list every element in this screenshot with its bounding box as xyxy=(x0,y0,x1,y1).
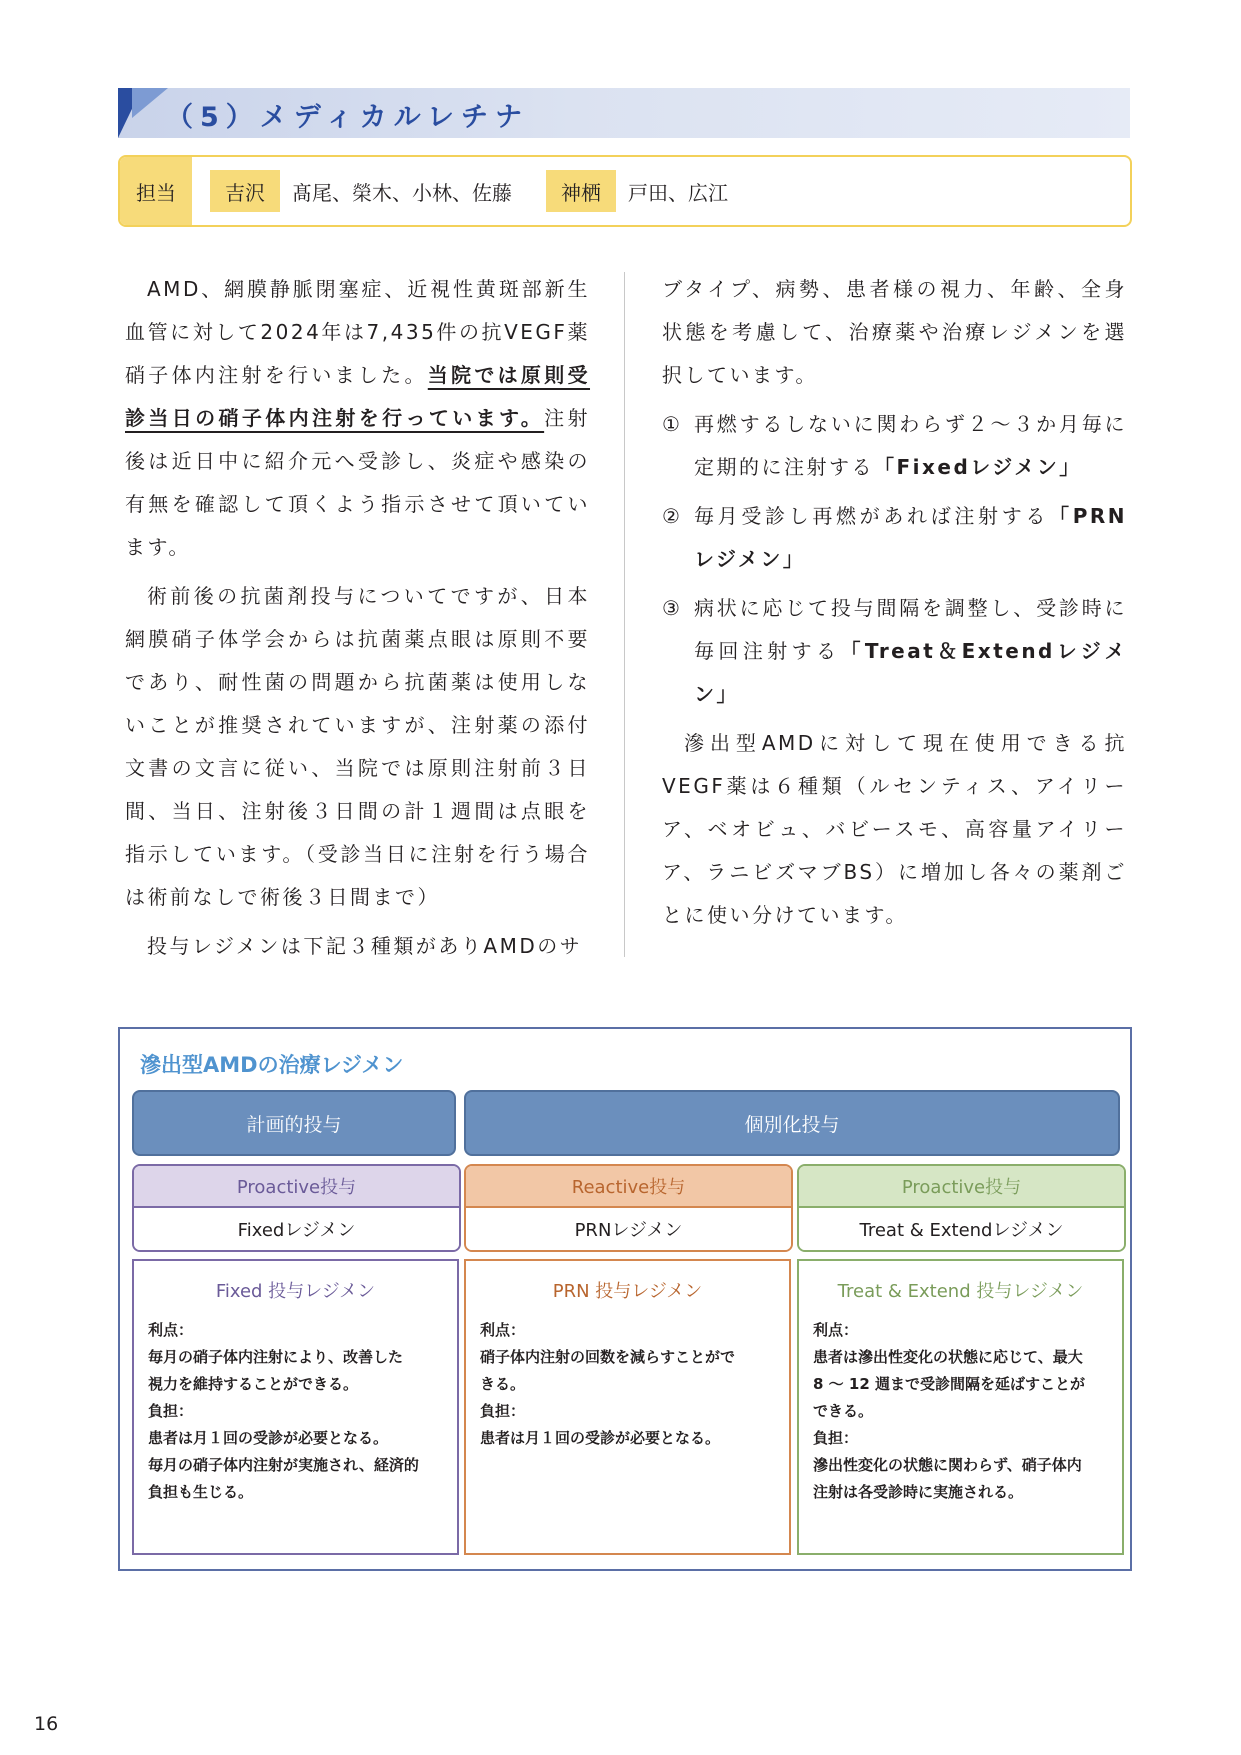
paragraph-1-emphasis: 当院では原則受診当日の硝子体内注射を行っています。 xyxy=(125,363,591,430)
list-number: ② xyxy=(662,504,683,528)
list-item-emphasis: 「Fixedレジメン」 xyxy=(874,455,1082,479)
detail-body xyxy=(813,1317,1108,1506)
category-individual-box: 個別化投与 xyxy=(464,1090,1120,1156)
detail-line: 利点： xyxy=(480,1321,526,1339)
detail-box-fixed xyxy=(132,1259,459,1555)
detail-line: 硝子体内注射の回数を減らすことがで xyxy=(480,1348,736,1366)
detail-line: きる。 xyxy=(480,1375,526,1393)
body-column-left xyxy=(125,268,590,974)
detail-line: 患者は月１回の受診が必要となる。 xyxy=(148,1429,389,1447)
staff-lead-tag-1: 吉沢 xyxy=(210,170,280,212)
page-number: 16 xyxy=(34,1713,59,1735)
detail-line: 負担： xyxy=(480,1402,526,1420)
detail-line: 患者は月１回の受診が必要となる。 xyxy=(480,1429,721,1447)
detail-line: 負担も生じる。 xyxy=(148,1483,254,1501)
detail-body xyxy=(480,1317,775,1452)
detail-line: 注射は各受診時に実施される。 xyxy=(813,1483,1024,1501)
detail-box-prn xyxy=(464,1259,791,1555)
category-planned-box: 計画的投与 xyxy=(132,1090,456,1156)
detail-line: 利点： xyxy=(813,1321,859,1339)
type-box-tae xyxy=(797,1164,1126,1252)
detail-title: Fixed 投与レジメン xyxy=(215,1281,376,1302)
detail-title: PRN 投与レジメン xyxy=(552,1281,703,1302)
paragraph-3: 投与レジメンは下記３種類がありAMDのサ xyxy=(147,934,583,958)
detail-line: できる。 xyxy=(813,1402,874,1420)
staff-members-1: 髙尾、榮木、小林、佐藤 xyxy=(292,181,512,205)
type-label-top: Proactive投与 xyxy=(799,1166,1124,1206)
paragraph-1 xyxy=(125,268,590,569)
paragraph-5: 滲出型AMDに対して現在使用できる抗VEGF薬は６種類（ルセンティス、アイリーア、ベオビュ、バビースモ、高容量アイリーア、ラニビズマブBS）に増加し各々の薬剤ごとに使い分けています。 xyxy=(662,731,1127,927)
detail-line: 毎月の硝子体内注射が実施され、経済的 xyxy=(148,1456,419,1474)
header-accent-shape-light xyxy=(132,88,168,118)
regimen-list-item xyxy=(662,587,1127,716)
body-column-right xyxy=(662,268,1127,943)
regimen-diagram xyxy=(118,1027,1132,1571)
column-divider xyxy=(624,272,625,957)
type-label-top: Reactive投与 xyxy=(466,1166,791,1206)
detail-line: 負担： xyxy=(813,1429,859,1447)
paragraph-2: 術前後の抗菌剤投与についてですが、日本網膜硝子体学会からは抗菌薬点眼は原則不要であり、耐性菌の問題から抗菌薬は使用しないことが推奨されていますが、注射薬の添付文書の文言に従い、当院では原則注射前３日間、当日、注射後３日間の計１週間は点眼を指示しています。（受診当日に注射を行う場合は術前なしで術後３日間まで） xyxy=(125,584,590,909)
type-label-bottom: Treat & Extendレジメン xyxy=(799,1206,1124,1250)
regimen-list-item xyxy=(662,403,1127,489)
detail-body xyxy=(148,1317,443,1506)
detail-line: 患者は滲出性変化の状態に応じて、最大 xyxy=(813,1348,1083,1366)
section-title: （5）メディカルレチナ xyxy=(166,102,529,133)
paragraph-1-text-b: 注射後は近日中に紹介元へ受診し、炎症や感染の有無を確認して頂くよう指示させて頂いています。 xyxy=(125,406,590,559)
detail-line: 8 ～ 12 週まで受診間隔を延ばすことが xyxy=(813,1375,1085,1393)
list-item-emphasis: 「Treat＆Extendレジメン」 xyxy=(694,639,1128,706)
type-box-prn xyxy=(464,1164,793,1252)
detail-line: 負担： xyxy=(148,1402,194,1420)
detail-line: 視力を維持することができる。 xyxy=(148,1375,359,1393)
list-item-text: 病状に応じて投与間隔を調整し、受診時に毎回注射する xyxy=(694,596,1127,663)
list-number: ③ xyxy=(662,596,683,620)
staff-head-label: 担当 xyxy=(120,157,192,225)
list-item-emphasis: 「PRNレジメン」 xyxy=(694,504,1128,571)
type-label-bottom: PRNレジメン xyxy=(466,1206,791,1250)
detail-line: 利点： xyxy=(148,1321,194,1339)
regimen-list-item xyxy=(662,495,1127,581)
staff-box xyxy=(118,155,1132,227)
type-label-top: Proactive投与 xyxy=(134,1166,459,1206)
staff-members-2: 戸田、広江 xyxy=(628,181,728,205)
detail-line: 毎月の硝子体内注射により、改善した xyxy=(148,1348,404,1366)
type-label-bottom: Fixedレジメン xyxy=(134,1206,459,1250)
detail-line: 滲出性変化の状態に関わらず、硝子体内 xyxy=(813,1456,1082,1474)
section-header xyxy=(118,88,1130,138)
diagram-title: 滲出型AMDの治療レジメン xyxy=(140,1053,404,1077)
paragraph-4: ブタイプ、病勢、患者様の視力、年齢、全身状態を考慮して、治療薬や治療レジメンを選択しています。 xyxy=(662,277,1127,387)
paragraph-1-text-a: AMD、網膜静脈閉塞症、近視性黄斑部新生血管に対して2024年は7,435件の抗VEGF薬硝子体内注射を行いました。 xyxy=(125,277,590,387)
detail-title: Treat & Extend 投与レジメン xyxy=(837,1281,1084,1302)
detail-box-tae xyxy=(797,1259,1124,1555)
list-item-text: 再燃するしないに関わらず２～３か月毎に定期的に注射する xyxy=(694,412,1127,479)
list-number: ① xyxy=(662,412,683,436)
list-item-text: 毎月受診し再燃があれば注射する xyxy=(694,504,1050,528)
staff-lead-tag-2: 神栖 xyxy=(546,170,616,212)
type-box-fixed xyxy=(132,1164,461,1252)
